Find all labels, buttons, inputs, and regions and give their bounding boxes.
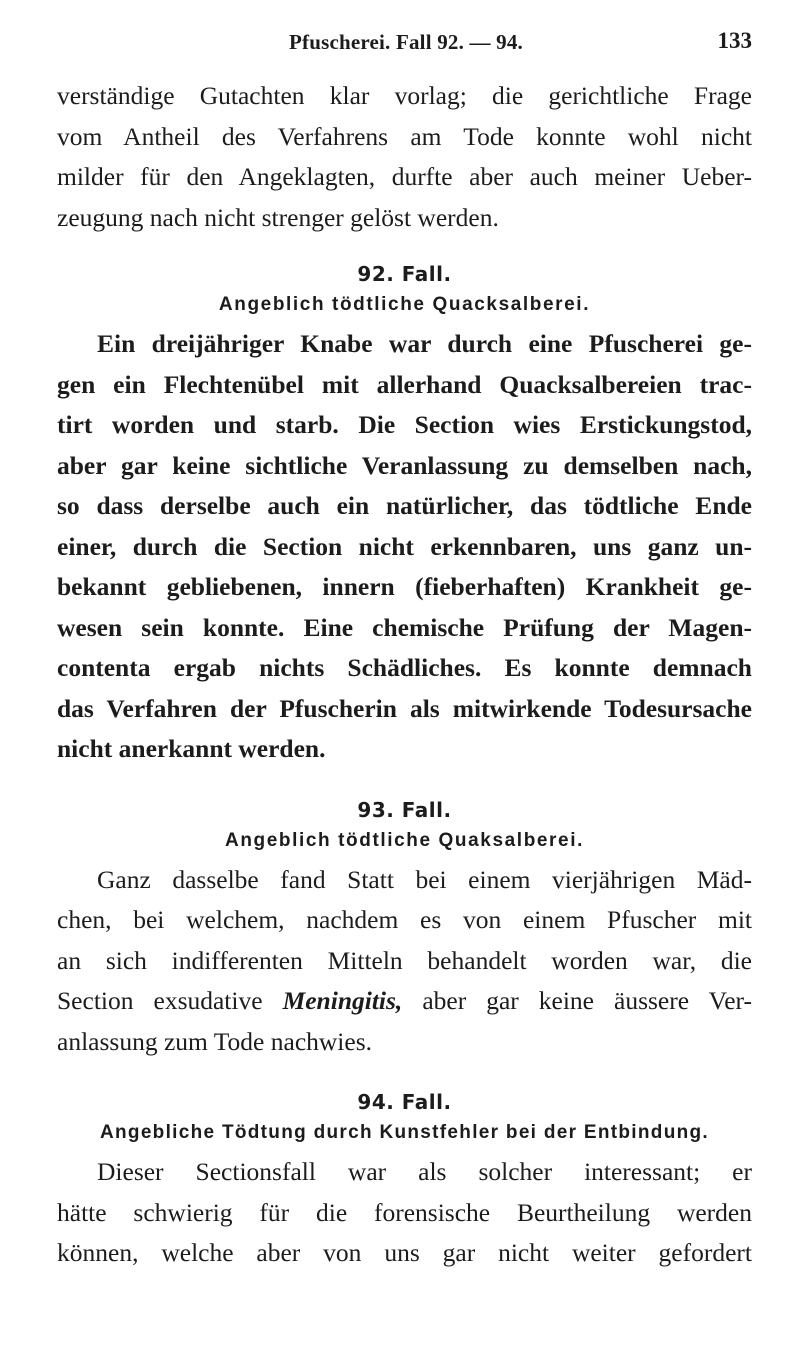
text-line: contenta ergab nichts Schädliches. Es konnte demnach — [57, 653, 752, 682]
text-line: Dieser Sectionsfall war als solcher interessant; er — [97, 1157, 752, 1186]
case-92-paragraph — [57, 324, 752, 770]
text-line: tirt worden und starb. Die Section wies Erstickungstod, — [57, 410, 752, 439]
page-number: 133 — [717, 28, 752, 53]
case-93 — [57, 798, 752, 1063]
text-line: Ganz dasselbe fand Statt bei einem vierjährigen Mäd- — [97, 864, 752, 894]
text-line: nicht anerkannt werden. — [57, 734, 326, 763]
text-line: wesen sein konnte. Eine chemische Prüfung der Magen- — [57, 612, 752, 642]
case-subtitle: Angebliche Tödtung durch Kunstfehler bei der Entbindung. — [99, 1122, 709, 1143]
case-94-paragraph — [57, 1152, 752, 1274]
text-line: so dass derselbe auch ein natürlicher, das tödtliche Ende — [57, 491, 752, 520]
case-93-paragraph — [57, 860, 752, 1063]
text-line: Ein dreijähriger Knabe war durch eine Pfuscherei ge- — [97, 329, 752, 358]
text-line — [57, 981, 752, 1022]
text-line: das Verfahren der Pfuscherin als mitwirkende Todesursache — [57, 693, 752, 723]
text-line: chen, bei welchem, nachdem es von einem Pfuscher mit — [57, 905, 752, 934]
page-body — [57, 76, 752, 1274]
text-line: hätte schwierig für die forensische Beurtheilung werden — [57, 1197, 752, 1227]
intro-paragraph — [57, 76, 752, 238]
text-line: gen ein Flechtenübel mit allerhand Quacksalbereien trac- — [57, 369, 752, 399]
running-head — [60, 30, 752, 62]
case-heading: 94. Fall. — [357, 1090, 452, 1114]
case-92 — [57, 262, 752, 770]
text-line: aber gar keine sichtliche Veranlassung zu demselben nach, — [57, 450, 752, 480]
text-line: vom Antheil des Verfahrens am Tode konnte wohl nicht — [57, 121, 752, 151]
case-heading: 92. Fall. — [357, 262, 452, 286]
text-line: an sich indifferenten Mitteln behandelt worden war, die — [57, 945, 752, 975]
text-segment: Section exsudative — [57, 986, 283, 1015]
case-subtitle: Angeblich tödtliche Quaksalberei. — [225, 829, 584, 851]
case-heading: 93. Fall. — [357, 797, 452, 822]
case-94 — [57, 1090, 752, 1274]
running-head-title: Pfuscherei. Fall 92. — 94. — [288, 30, 524, 54]
text-line: milder für den Angeklagten, durfte aber auch meiner Ueber- — [57, 162, 752, 191]
text-line: zeugung nach nicht strenger gelöst werden. — [57, 202, 499, 232]
text-segment: aber gar keine äussere Ver- — [402, 986, 752, 1015]
case-subtitle: Angeblich tödtliche Quacksalberei. — [218, 294, 591, 315]
text-line: können, welche aber von uns gar nicht weiter gefordert — [57, 1238, 752, 1267]
italic-term: Meningitis, — [282, 986, 403, 1015]
text-line: anlassung zum Tode nachwies. — [57, 1026, 373, 1056]
text-line: einer, durch die Section nicht erkennbaren, uns ganz un- — [57, 531, 752, 561]
text-line: bekannt gebliebenen, innern (fieberhaften) Krankheit ge- — [57, 572, 752, 601]
text-line: verständige Gutachten klar vorlag; die gerichtliche Frage — [57, 81, 752, 110]
